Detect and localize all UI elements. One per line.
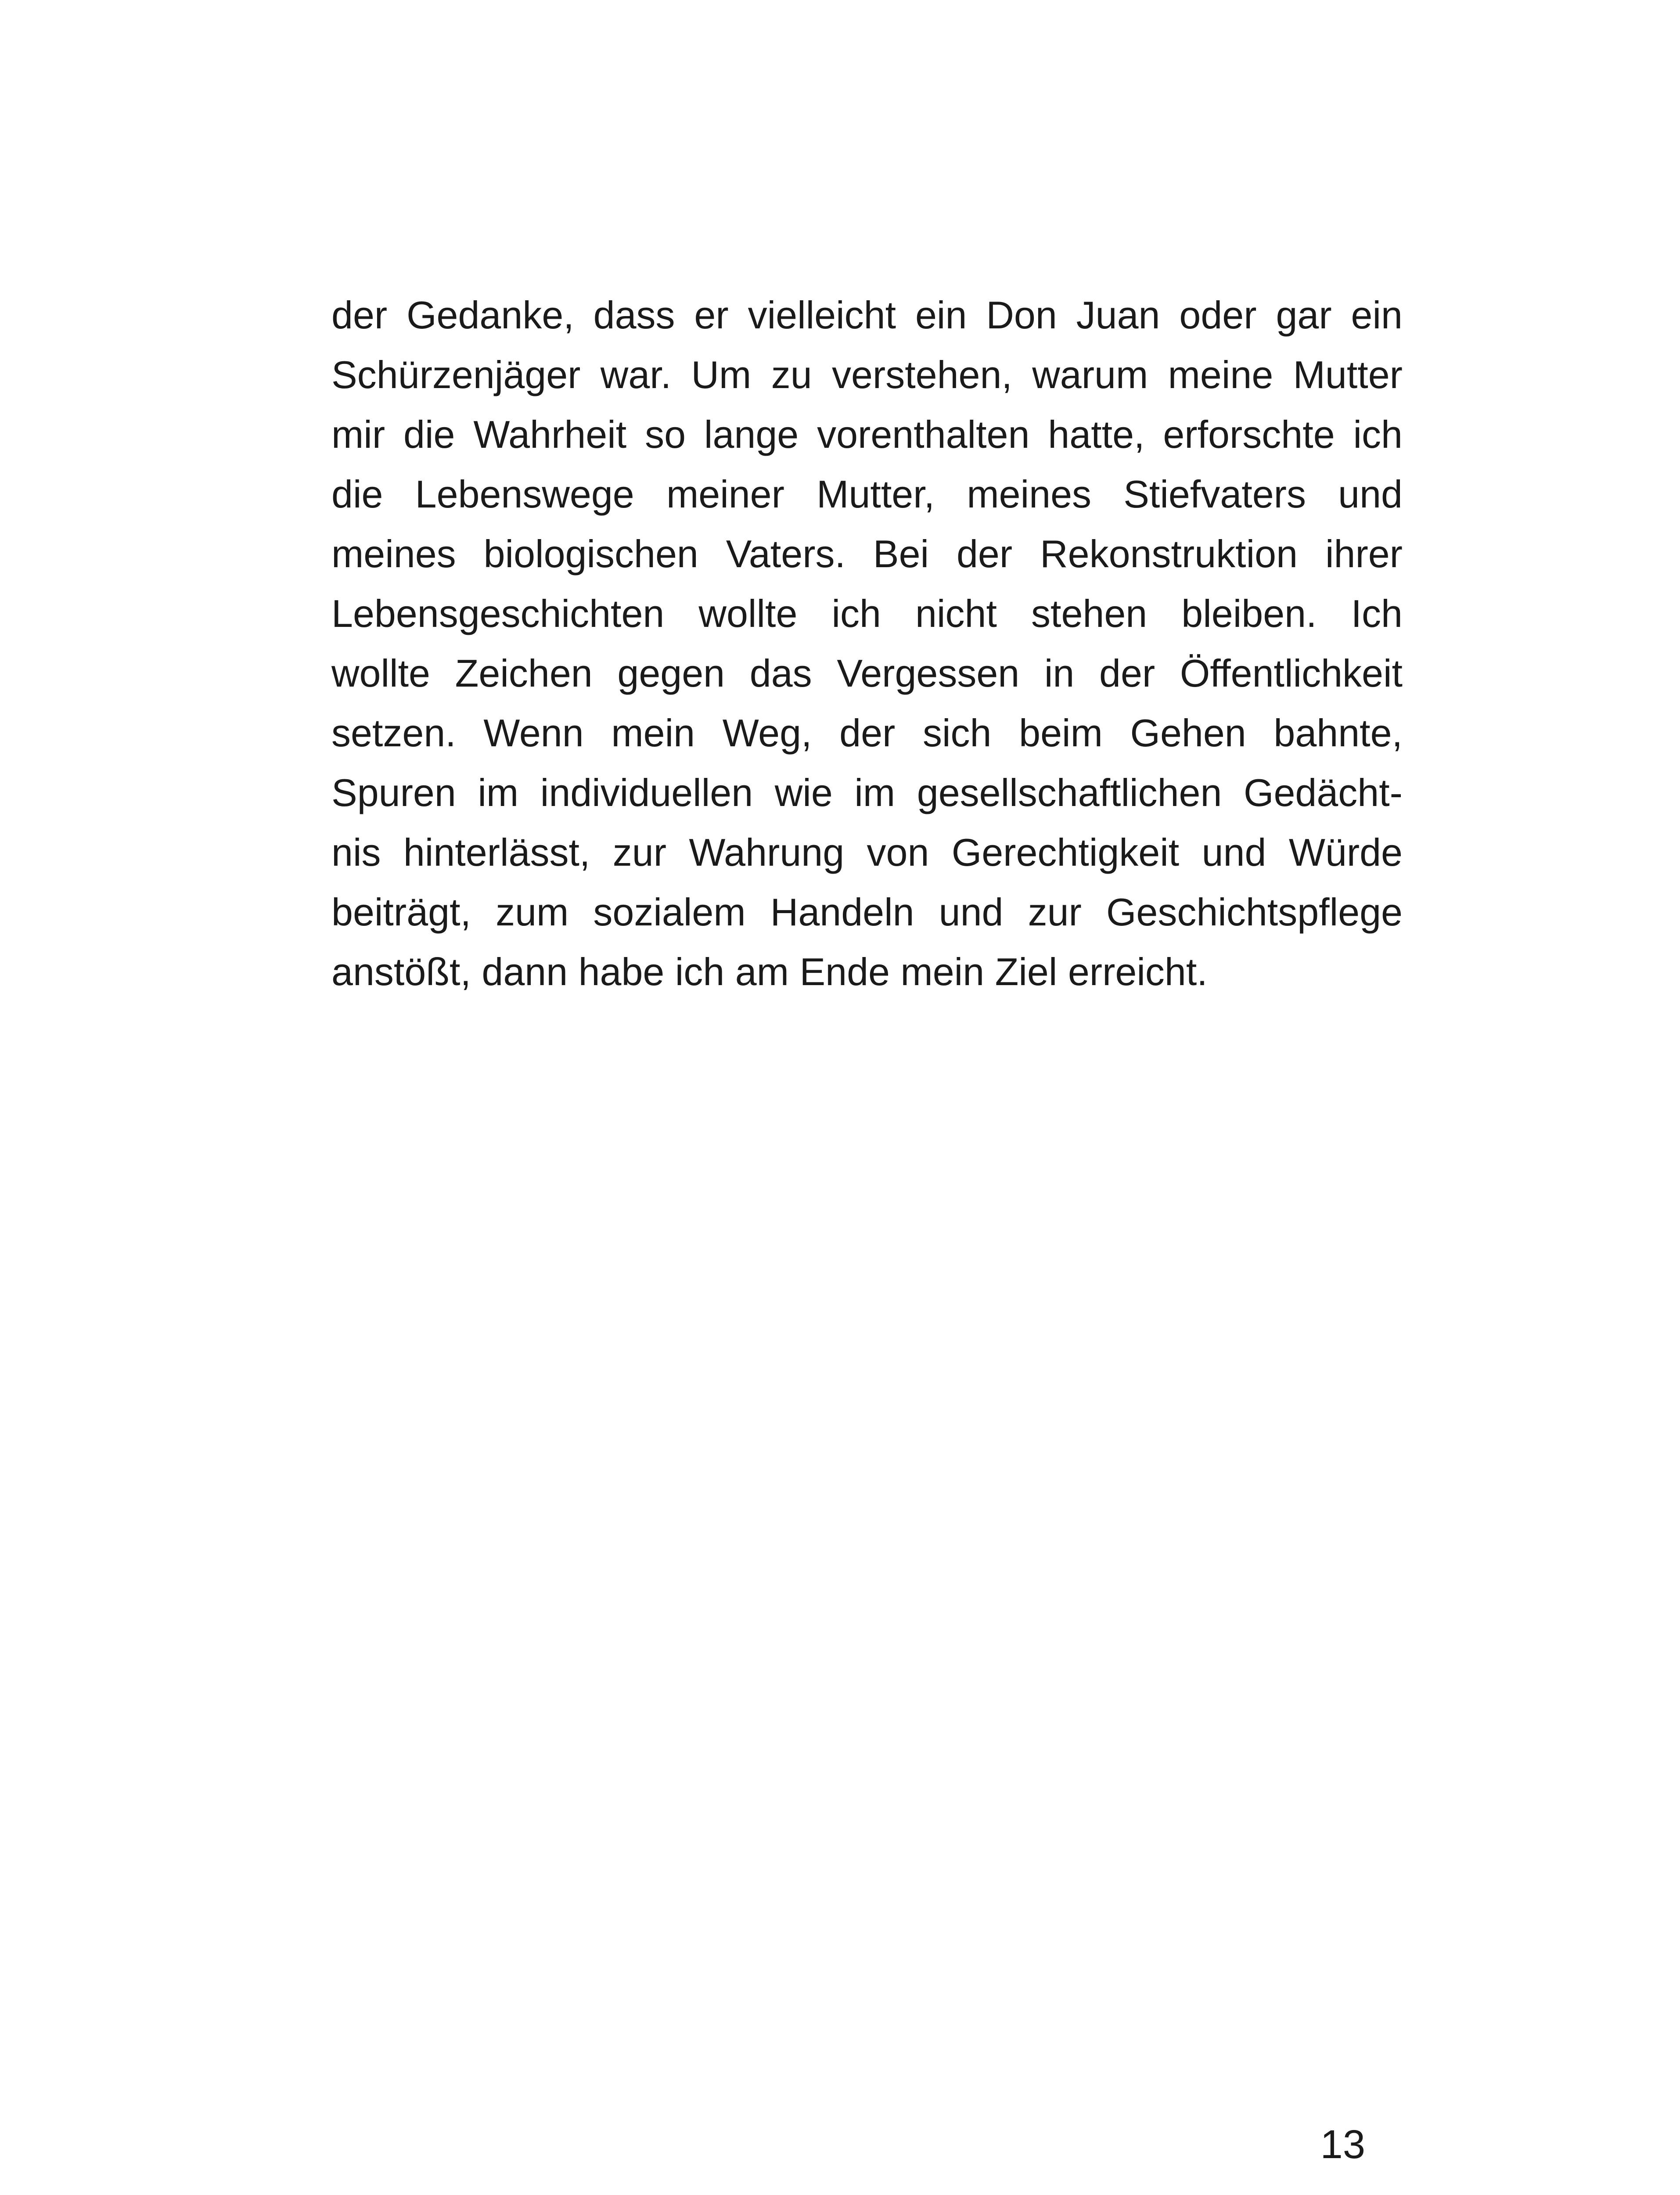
- page-number: 13: [1320, 2122, 1365, 2167]
- text-line: der Gedanke, dass er vielleicht ein Don Juan oder gar ein: [331, 293, 1403, 337]
- text-line: anstößt, dann habe ich am Ende mein Ziel erreicht.: [331, 950, 1208, 993]
- text-line: Spuren im individuellen wie im gesellschaftlichen Gedächt-: [331, 771, 1403, 814]
- text-line: meines biologischen Vaters. Bei der Rekonstruktion ihrer: [331, 532, 1403, 576]
- body-paragraph: [331, 285, 1403, 1002]
- text-line: mir die Wahrheit so lange vorenthalten hatte, erforschte ich: [331, 413, 1403, 456]
- text-line: wollte Zeichen gegen das Vergessen in der Öffentlichkeit: [331, 651, 1403, 695]
- text-line: die Lebenswege meiner Mutter, meines Stiefvaters und: [331, 472, 1403, 516]
- text-line: nis hinterlässt, zur Wahrung von Gerechtigkeit und Würde: [331, 831, 1403, 874]
- text-line: beiträgt, zum sozialem Handeln und zur Geschichtspflege: [331, 890, 1403, 934]
- text-line: Lebensgeschichten wollte ich nicht stehen bleiben. Ich: [331, 592, 1403, 635]
- text-line: Schürzenjäger war. Um zu verstehen, warum meine Mutter: [331, 353, 1403, 396]
- text-line: setzen. Wenn mein Weg, der sich beim Gehen bahnte,: [331, 711, 1403, 755]
